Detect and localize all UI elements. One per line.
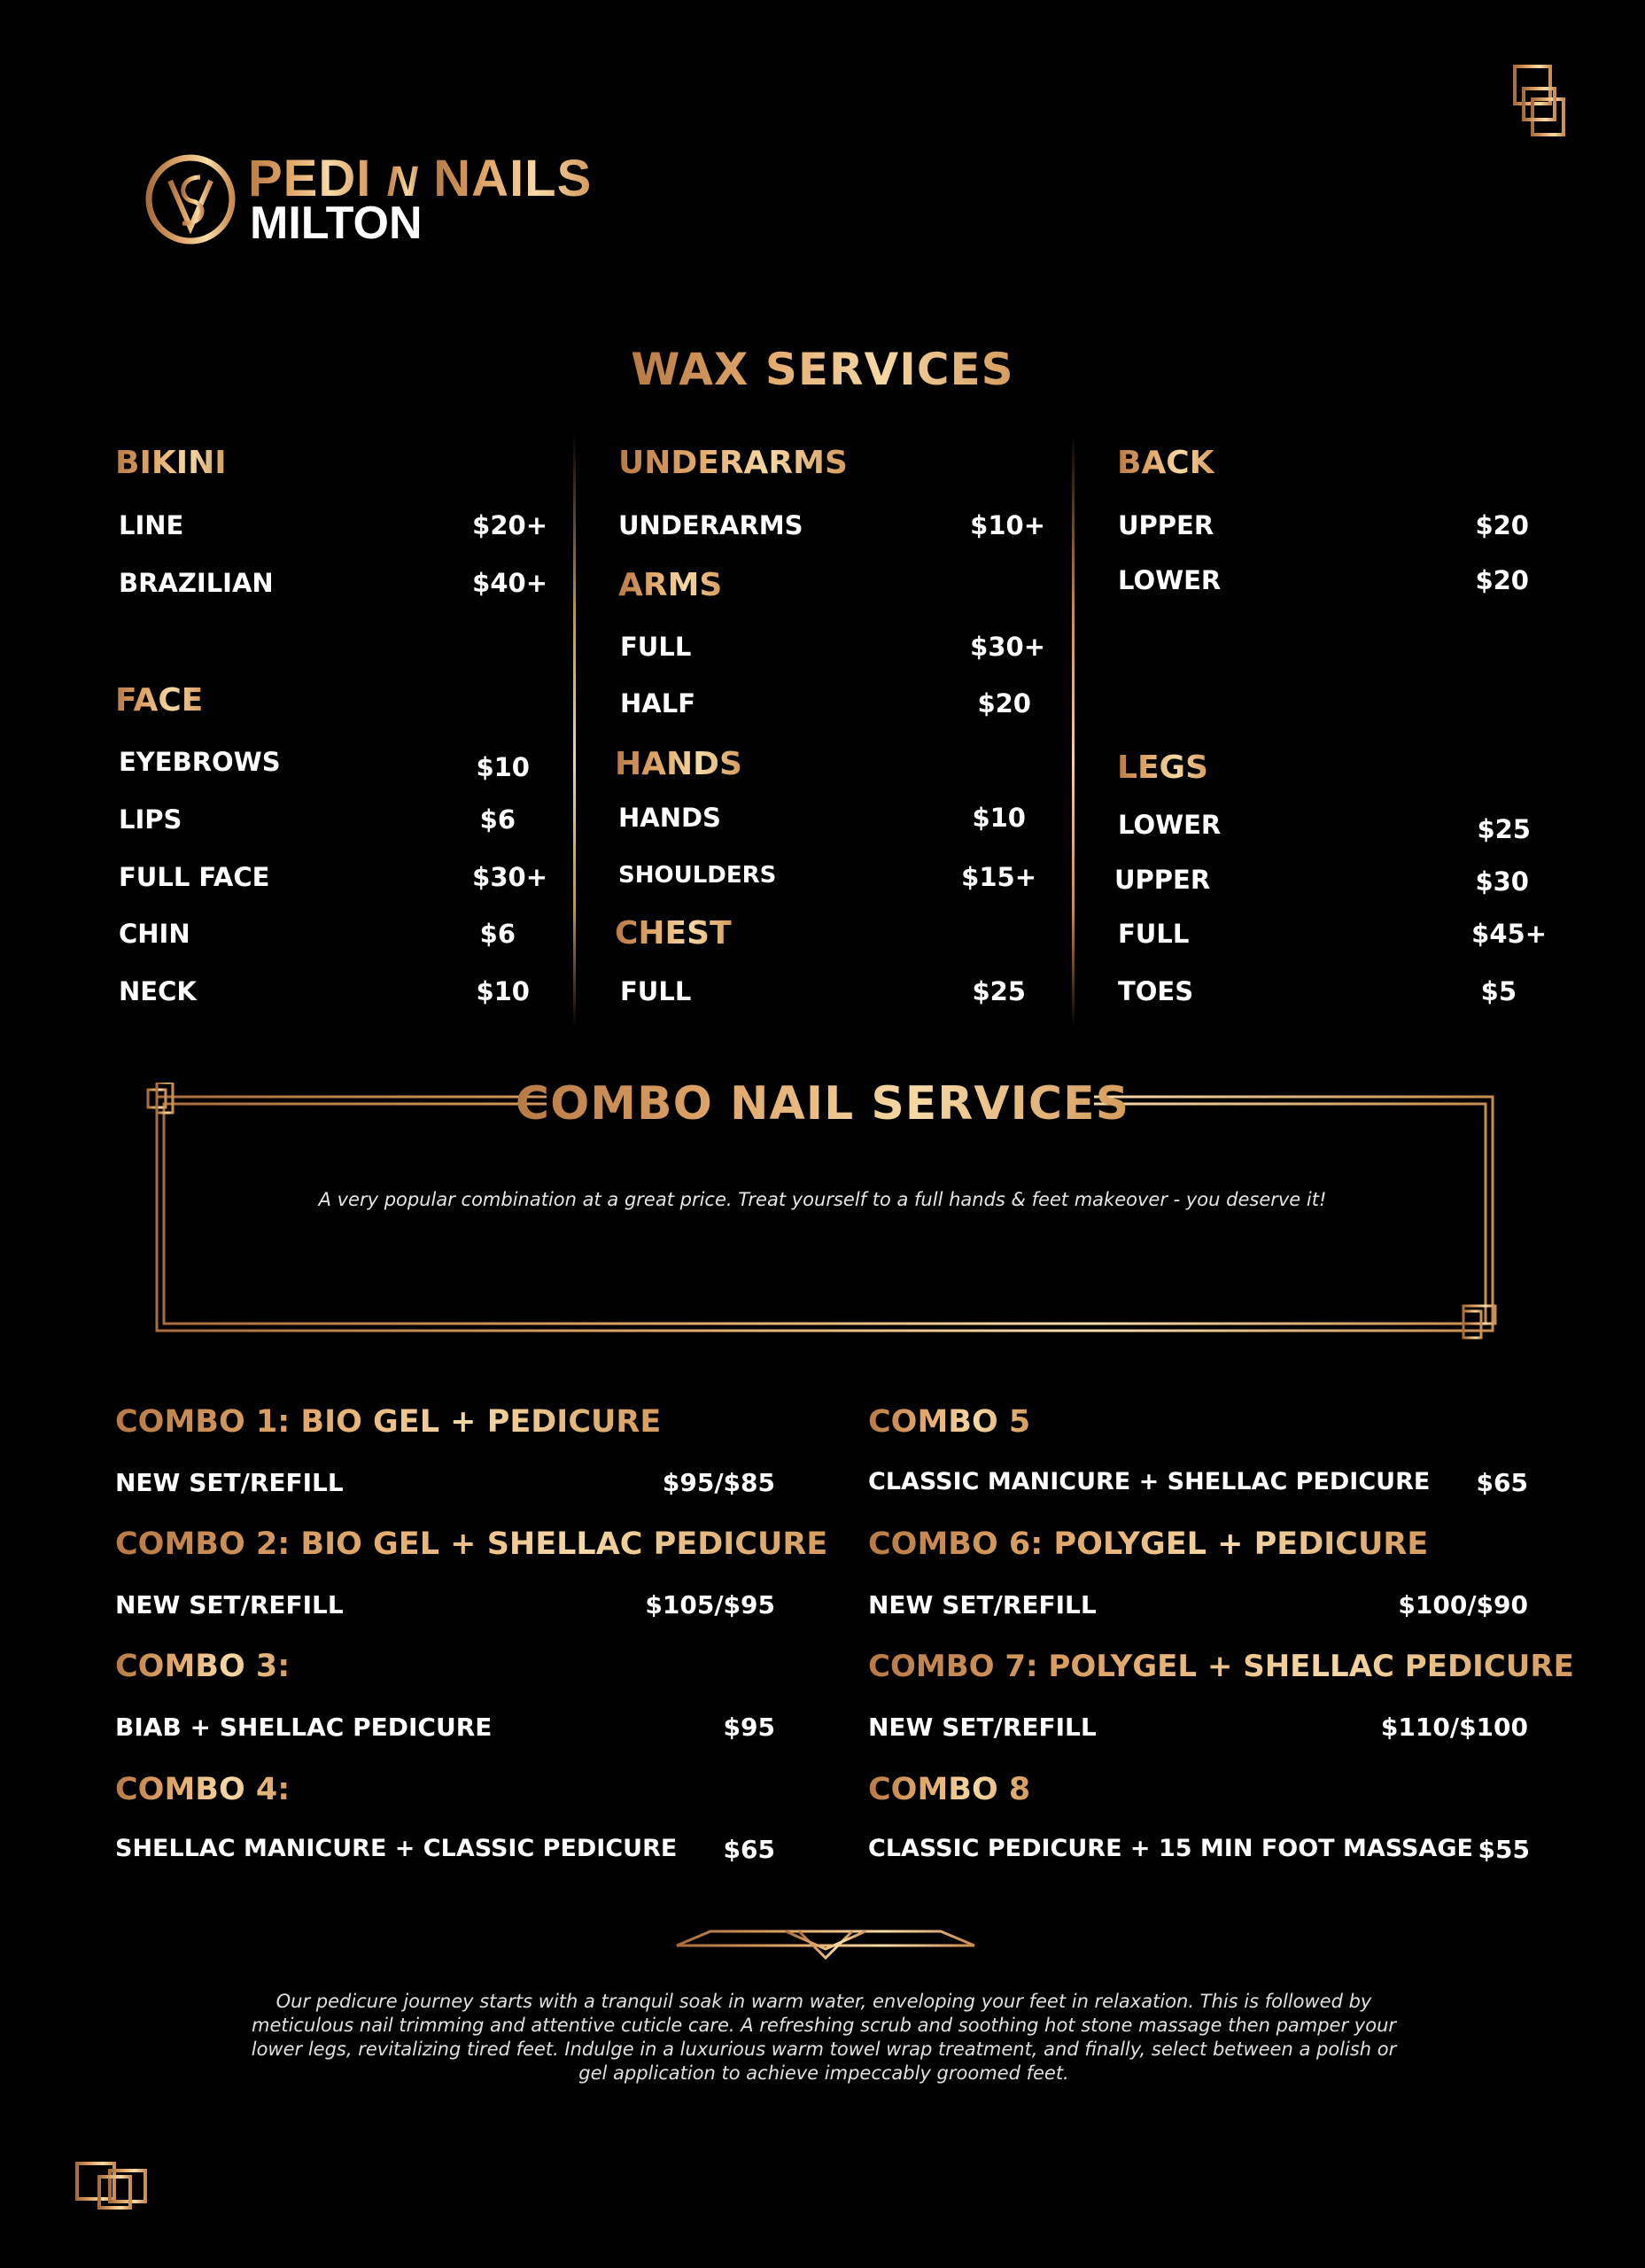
combo-label: COMBO 3:: [115, 1649, 291, 1684]
combo-price: $95: [723, 1713, 775, 1742]
combo-price: $95/$85: [662, 1468, 775, 1497]
art-deco-corner-icon: [73, 2066, 241, 2234]
service-price: $45+: [1471, 919, 1547, 949]
category-underarms: UNDERARMS: [618, 445, 848, 481]
combo-price: $55: [1478, 1835, 1530, 1864]
service-price: $10: [476, 976, 530, 1006]
combo-label: COMBO 7: POLYGEL + SHELLAC PEDICURE: [868, 1649, 1574, 1684]
service-price: $15+: [961, 862, 1036, 892]
service-price: $5: [1480, 976, 1517, 1006]
monogram-logo-icon: [144, 152, 239, 246]
category-legs: LEGS: [1117, 750, 1209, 786]
category-hands: HANDS: [615, 746, 742, 782]
combo-label: COMBO 1: BIO GEL + PEDICURE: [115, 1404, 662, 1440]
wax-section-title-text: WAX SERVICES: [631, 344, 1014, 395]
service-price: $6: [479, 919, 516, 949]
service-price: $30: [1475, 866, 1529, 897]
service-price: $10: [972, 803, 1026, 833]
combo-section-title-text: COMBO NAIL SERVICES: [515, 1077, 1130, 1130]
service-name: HANDS: [618, 803, 721, 833]
service-name: TOES: [1118, 976, 1194, 1006]
combo-item: NEW SET/REFILL: [868, 1713, 1097, 1742]
service-price: $20: [977, 688, 1031, 718]
combo-price: $110/$100: [1380, 1713, 1528, 1742]
combo-item: NEW SET/REFILL: [115, 1468, 344, 1497]
combo-label: COMBO 8: [868, 1772, 1031, 1807]
combo-section-title: [0, 1077, 1645, 1130]
service-price: $25: [972, 976, 1026, 1006]
service-price: $20+: [472, 510, 547, 540]
service-name: FULL FACE: [119, 862, 270, 892]
wax-section-title: [0, 344, 1645, 395]
service-name: SHOULDERS: [618, 862, 777, 889]
service-name: UNDERARMS: [618, 510, 803, 540]
brand-logo: [144, 152, 657, 250]
service-name: CHIN: [119, 919, 190, 949]
service-name: LINE: [119, 510, 184, 540]
combo-item: SHELLAC MANICURE + CLASSIC PEDICURE: [115, 1835, 678, 1862]
service-price: $30+: [472, 862, 547, 892]
combo-item: BIAB + SHELLAC PEDICURE: [115, 1713, 493, 1742]
service-price: $25: [1477, 814, 1531, 844]
combo-label: COMBO 5: [868, 1404, 1031, 1440]
service-name: LOWER: [1118, 565, 1222, 595]
service-name: FULL: [1118, 919, 1190, 949]
brand-title-left: PEDI: [248, 150, 372, 207]
combo-label: COMBO 4:: [115, 1772, 291, 1807]
combo-price: $105/$95: [645, 1590, 775, 1619]
category-back: BACK: [1117, 445, 1214, 481]
service-price: $10: [476, 752, 530, 782]
service-price: $10+: [970, 510, 1045, 540]
brand-title-mid: N: [386, 159, 419, 206]
combo-item: CLASSIC MANICURE + SHELLAC PEDICURE: [868, 1468, 1431, 1495]
service-name: FULL: [620, 632, 692, 662]
combo-label: COMBO 2: BIO GEL + SHELLAC PEDICURE: [115, 1526, 828, 1562]
service-name: LOWER: [1118, 810, 1222, 840]
column-divider: [573, 432, 576, 1028]
brand-subtitle: MILTON: [250, 198, 423, 249]
service-name: LIPS: [119, 804, 182, 835]
service-name: FULL: [620, 976, 692, 1006]
service-price: $6: [479, 804, 516, 835]
service-name: BRAZILIAN: [119, 568, 274, 598]
pedicure-description: Our pedicure journey starts with a tranquil soak in warm water, enveloping your feet in relaxation. This is followed by meticulous nail trimming and attentive cuticle care. A refreshing scrub and soothing hot stone massage then pamper your lower legs, revitalizing tired feet. Indulge in a luxurious warm towel wrap treatment, and finally, select between a polish or gel application to achieve impeccably groomed feet.: [251, 1991, 1397, 2084]
category-arms: ARMS: [618, 567, 723, 603]
category-chest: CHEST: [615, 915, 732, 951]
column-divider: [1072, 432, 1075, 1028]
combo-item: NEW SET/REFILL: [115, 1590, 344, 1619]
category-face: FACE: [115, 682, 204, 718]
combo-price: $100/$90: [1398, 1590, 1528, 1619]
deco-divider-icon: [675, 1922, 976, 1963]
combo-item: CLASSIC PEDICURE + 15 MIN FOOT MASSAGE: [868, 1835, 1473, 1862]
brand-title-right: NAILS: [433, 150, 593, 207]
service-price: $20: [1475, 565, 1529, 595]
service-price: $40+: [472, 568, 547, 598]
service-name: HALF: [620, 688, 696, 718]
combo-label: COMBO 6: POLYGEL + PEDICURE: [868, 1526, 1429, 1562]
service-price: $30+: [970, 632, 1045, 662]
service-price: $20: [1475, 510, 1529, 540]
combo-price: $65: [1476, 1468, 1528, 1497]
service-name: NECK: [119, 976, 197, 1006]
service-name: EYEBROWS: [119, 747, 281, 777]
art-deco-corner-icon: [1408, 62, 1586, 230]
category-bikini: BIKINI: [115, 445, 227, 481]
service-name: UPPER: [1114, 865, 1211, 895]
service-name: UPPER: [1118, 510, 1214, 540]
combo-item: NEW SET/REFILL: [868, 1590, 1097, 1619]
combo-intro-text: A very popular combination at a great price. Treat yourself to a full hands & feet makeover - you deserve it!: [318, 1189, 1327, 1210]
combo-price: $65: [723, 1835, 775, 1864]
